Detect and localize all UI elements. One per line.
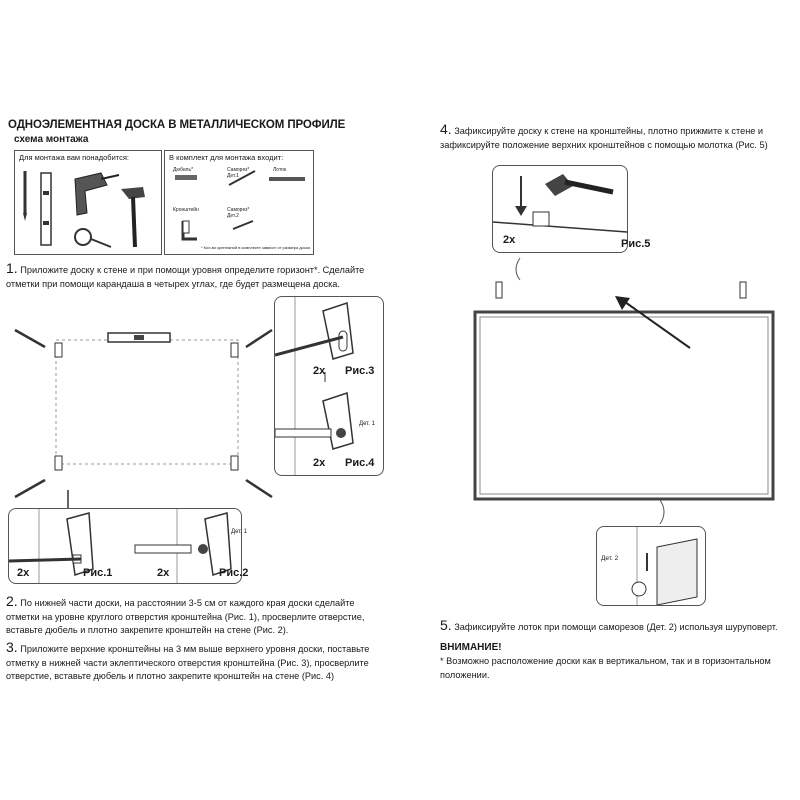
kit-box-heading: В комплект для монтажа входит: <box>169 153 284 162</box>
step-3-text: Приложите верхние кронштейны на 3 мм выше верхнего уровня доски, поставьте отметку в нижней части эклептического отверстия кронштейна (Рис. 3), просверлите отверстие, вставьте дюбель и плотно закрепите кронштейн на стене (Рис. 4) <box>6 644 370 681</box>
screw-2-icon <box>233 221 253 229</box>
bracket-icon <box>183 221 197 239</box>
kit-item-dowel: Дюбель* <box>173 167 194 173</box>
page-subtitle: схема монтажа <box>14 134 89 145</box>
tray-detail-illustration <box>597 527 705 605</box>
step-2-text: По нижней части доски, на расстоянии 3-5 см от каждого края доски сделайте отметки на уровне круглого отверстия кронштейна (Рис. 1), просверлите отверстие, вставьте дюбель и плотно закрепите кронштейн на стене (Рис. 2). <box>6 598 365 635</box>
kit-box <box>164 150 314 255</box>
kit-item-bracket: Кронштейн <box>173 207 199 213</box>
step-2 <box>6 595 376 638</box>
fig-3-count: 2x <box>313 365 326 377</box>
tray-icon <box>269 177 305 181</box>
step-5-text: Зафиксируйте лоток при помощи саморезов (Дет. 2) используя шуруповерт. <box>454 622 778 632</box>
tray-detail-panel <box>596 526 706 606</box>
det-1-label: Дет. 1 <box>359 421 375 427</box>
level-icon <box>41 173 51 245</box>
fig-5-count: 2x <box>503 234 516 246</box>
det-2-label: Дет. 2 <box>601 555 619 562</box>
warning-text: * Возможно расположение доски как в вертикальном, так и в горизонтальном положении. <box>440 656 771 680</box>
kit-item-screw-2: Саморез* Дет.2 <box>227 207 250 219</box>
fig-4-label: Рис.4 <box>345 457 375 469</box>
hammer-icon <box>121 187 145 247</box>
step-5-number: 5. <box>440 617 452 633</box>
step-1 <box>6 262 376 291</box>
step-3-number: 3. <box>6 639 18 655</box>
step-1-text: Приложите доску к стене и при помощи уровня определите горизонт*. Сделайте отметки при помощи карандаша в четырех углах, где будет размещена доска. <box>6 265 365 289</box>
fig-1-2-illustration <box>9 509 241 583</box>
corner-bracket-marker <box>55 343 238 470</box>
tape-measure-icon <box>75 229 111 247</box>
dowel-icon <box>175 175 197 180</box>
step-4 <box>440 123 796 152</box>
kit-item-tray: Лоток <box>273 167 287 173</box>
fig-4-count: 2x <box>313 457 326 469</box>
screw-icon <box>229 171 255 185</box>
pencil-icon <box>23 171 27 221</box>
warning-title: ВНИМАНИЕ! <box>440 642 502 653</box>
hammer-icon <box>545 174 613 196</box>
fig-1-label: Рис.1 <box>83 567 113 579</box>
fig-1-count: 2x <box>17 567 30 579</box>
kit-footnote: * Кол-во крепежной в комплекте зависит от размера доски. <box>201 245 311 250</box>
tools-box <box>14 150 162 255</box>
fig-5-panel <box>492 165 651 253</box>
fig-1-2-panel <box>8 508 249 584</box>
fig-2-count: 2x <box>157 567 170 579</box>
step-1-number: 1. <box>6 260 18 276</box>
kit-item-screw-1: Саморез* Дет.1 <box>227 167 250 179</box>
arrow-icon <box>615 296 690 348</box>
fig-3-4-panel <box>274 296 384 476</box>
fig-2-label: Рис.2 <box>219 567 249 579</box>
fig-5-label: Рис.5 <box>621 238 651 250</box>
drill-icon <box>75 173 119 215</box>
step-4-number: 4. <box>440 121 452 137</box>
fig-3-label: Рис.3 <box>345 365 375 377</box>
step-2-number: 2. <box>6 593 18 609</box>
tools-box-heading: Для монтажа вам понадобится: <box>19 153 129 162</box>
kit-illustration <box>165 151 313 254</box>
step-3 <box>6 641 376 684</box>
fig-3-4-illustration <box>275 297 383 475</box>
step-4-text: Зафиксируйте доску к стене на кронштейны, плотно прижмите к стене и зафиксируйте положение верхних кронштейнов с помощью молотка (Рис. 5) <box>440 126 768 150</box>
det-1-label-fig2: Дет. 1 <box>231 529 247 535</box>
step-5 <box>440 619 796 635</box>
top-bracket-icon <box>496 282 746 298</box>
level-tool-icon <box>108 333 170 342</box>
tools-illustration <box>15 151 161 254</box>
page-title: ОДНОЭЛЕМЕНТНАЯ ДОСКА В МЕТАЛЛИЧЕСКОМ ПРОФИЛЕ <box>8 119 346 131</box>
pencil-icon <box>15 330 272 497</box>
